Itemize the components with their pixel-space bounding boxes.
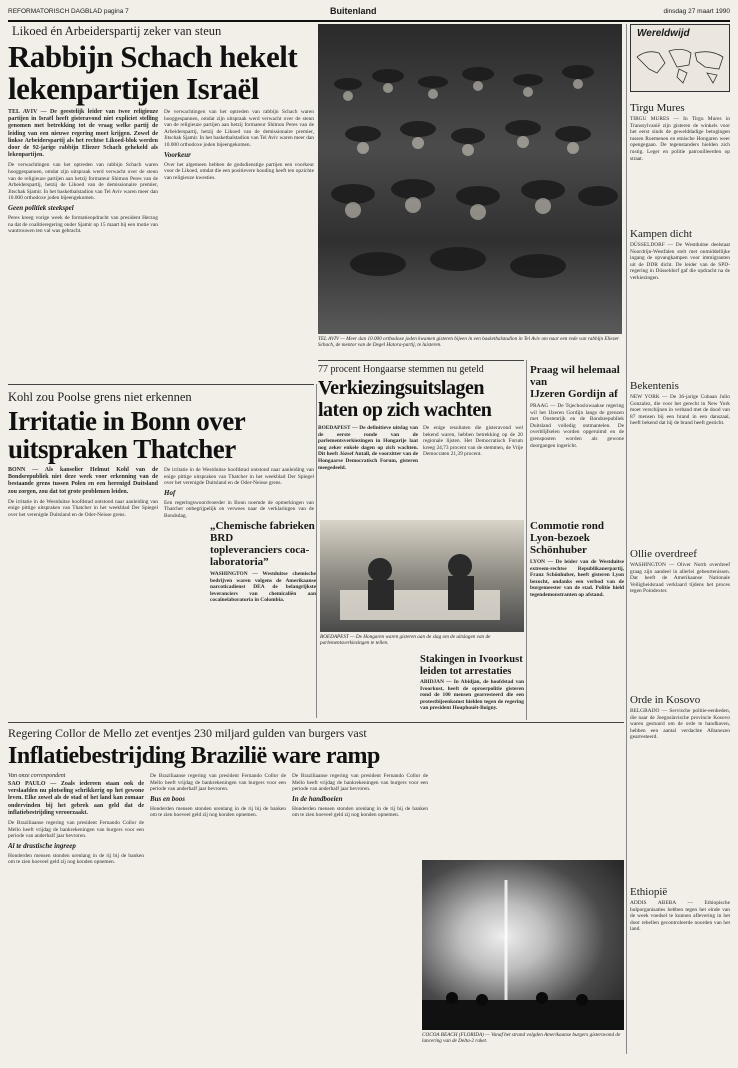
sidebar-item-title-4: Orde in Kosovo bbox=[630, 694, 701, 706]
article-chemical bbox=[210, 520, 316, 716]
article-brazil-lead: SAO PAULO — Zoals iedereen staan ook de verslaafden nu plotseling schrikkerig op het gewone leven. Elke zowel als de stad of het land kan zomaar ondervinden bij het gebrek aan geld dat de inflatiebestrijding veroorzaakt. bbox=[8, 781, 144, 816]
article-hungary-kicker: 77 procent Hongaarse stemmen nu geteld bbox=[318, 364, 484, 375]
article-kohl-subhead: Hof bbox=[164, 488, 176, 497]
article-hungary-body: De enige resultaten die gisteravond wel bekend waren, hebben betrekking op de 20 regionale lijsten. Het Democratisch Forum kreeg 24,73 procent van de stemmen, de Vrije Democraten 21,39 procent. bbox=[423, 425, 523, 458]
article-ivory-coast bbox=[420, 654, 524, 720]
article-israel-headline-1: Rabbijn Schach hekelt bbox=[8, 39, 298, 74]
article-brazil-body-col2b: Honderden mensen stonden urenlang in de rij bij de banken om te zien hoeveel geld zij nog konden opnemen. bbox=[150, 805, 286, 819]
crowd-illustration bbox=[318, 24, 622, 334]
article-israel-lead: TEL AVIV — De geestelijk leider van twee religieuze partijen in Israël heeft gisteravond niet expliciet stelling genomen met betrekking tot de vraag welke partij de leiding van een nieuwe regering moet krijgen. Zowel de linkse Arbeiderspartij als het rechtse Likoed-blok werden door de 92-jarige rabbijn Eliezer Schach gehekeld als lekenpartijen. bbox=[8, 109, 158, 159]
article-chemical-body: WASHINGTON — Westduitse chemische bedrijven waren volgens de Amerikaanse narcoticadienst DEA de belangrijkste leveranciers van chemicaliën aan cocaïnelaboratoria in Colombia. bbox=[210, 571, 316, 604]
article-brazil-subhead-2: Bus en boos bbox=[150, 794, 186, 803]
sidebar-header bbox=[630, 24, 730, 92]
article-chemical-headline: toplevеranciers coca-laboratoria” bbox=[210, 544, 310, 568]
article-brazil-kicker: Regering Collor de Mello zet eventjes 230 miljard gulden van burgers vast bbox=[8, 726, 367, 740]
sidebar-item-text-3: WASHINGTON — Oliver North overdreef graag zijn aandeel in allerlei gebeurtenissen. Dat heeft de Amerikaanse Nationale Veiligheidsraad verklaard tijdens het proces tegen Poindexter. bbox=[630, 562, 730, 595]
world-map-icon bbox=[631, 43, 729, 89]
photo-cocoa-beach-caption: COCOA BEACH (FLORIDA) — Vanaf het strand volgden Amerikaanse burgers gisteravond de lancering van de Delta-2 raket. bbox=[422, 1032, 621, 1045]
sidebar-item-title-1: Kampen dicht bbox=[630, 228, 693, 240]
article-israel bbox=[8, 24, 314, 380]
sidebar-divider bbox=[626, 24, 627, 1054]
photo-budapest-caption: BOEDAPEST — De Hongaren waren gisteren aan de slag om de uitslagen van de parlementsverkiezingen te tellen. bbox=[320, 634, 491, 647]
article-brazil-body-col2: De Braziliaanse regering van president Fernando Collor de Mello heeft vrijdag de bankrekeningen van burgers voor een periode van anderhalf jaar bevroren. bbox=[150, 773, 286, 793]
sidebar-item-text-0: TIRGU MURES — In Tirgu Mures in Transsylvanië zijn gisteren de winkels voor het eerst sinds de gewelddadige betogingen tussen Roemenen en etnische Hongaren weer opengegaan. De tegenstanders hielden zich rustig. Leger en politie patrouilleerden op straat. bbox=[630, 116, 730, 162]
article-israel-subhead-1: Geen politiek steekspel bbox=[8, 203, 74, 212]
article-kohl-headline-2: uitspraken Thatcher bbox=[8, 434, 236, 464]
article-israel-kicker: Likoed én Arbeiderspartij zeker van steun bbox=[12, 24, 222, 38]
sidebar-wereldwijd bbox=[630, 24, 730, 1054]
section-title: Buitenland bbox=[330, 6, 377, 16]
article-ivory-coast-headline: Stakingen in Ivoorkust leiden tot arrestaties bbox=[420, 654, 523, 677]
article-prague-headline: IJzeren Gordijn af bbox=[530, 388, 618, 400]
sidebar-item-text-2: NEW YORK — De 36-jarige Cubaan Julio Gonzalez, die voor het gerecht in New York moet verschijnen in verband met de dood van 87 mensen bij een brand in een danszaal, heeft bekend dat hij de brand heeft gesticht. bbox=[630, 394, 730, 427]
article-hungary-lead: BOEDAPEST — De definitieve uitslag van de eerste ronde van de parlementsverkiezingen in Hongarije laat nog zeker enkele dagen op zich wachten. Dit heeft József Antall, de voorzitter van de Hongaarse Democratisch Forum, gisteren meegedeeld. bbox=[318, 425, 418, 471]
article-prague-body: PRAAG — De Tsjechoslowaakse regering wil het IJzeren Gordijn langs de grenzen met Oostenrijk en de Bondsrepubliek Duitsland volledig ontmantelen. De overblijfselen worden opgeruimd en de grensposten worden als gewone doorgangen ingericht. bbox=[530, 403, 624, 449]
paper-name: REFORMATORISCH DAGBLAD pagina 7 bbox=[8, 8, 129, 15]
article-brazil-headline: Inflatiebestrijding Brazilië ware ramp bbox=[8, 743, 380, 769]
divider-chemical bbox=[316, 384, 317, 718]
article-brazil-body-col3: De Braziliaanse regering van president Fernando Collor de Mello heeft vrijdag de bankrekeningen van burgers voor een periode van anderhalf jaar bevroren. bbox=[292, 773, 428, 793]
article-kohl-lead: BONN — Als kanselier Helmut Kohl van de Bondsrepubliek niet deze week voor erkenning van de bestaande grens tussen Polen en een herenigd Duitsland zou zorgen, zou dat tot grote problemen leiden. bbox=[8, 467, 158, 495]
article-kohl-kicker: Kohl zou Poolse grens niet erkennen bbox=[8, 390, 192, 404]
header-rule bbox=[8, 20, 730, 22]
page-date: dinsdag 27 maart 1990 bbox=[663, 8, 730, 15]
article-hungary-headline-2: laten op zich wachten bbox=[318, 399, 492, 421]
article-brazil-body-2: Honderden mensen stonden urenlang in de rij bij de banken om te zien hoeveel geld zij nog konden opnemen. bbox=[8, 852, 144, 866]
sidebar-section-title: Wereldwijd bbox=[637, 28, 690, 39]
article-kohl-body-2: Een regeringswoordvoerder in Bonn noemde de opmerkingen van Thatcher onbegrijpelijk en verwees naar de verklaringen van de Bondsdag. bbox=[164, 499, 314, 519]
photo-budapest-counting bbox=[320, 520, 524, 632]
sidebar-item-text-5: ADDIS ABEBA — Ethiopische hulporganisaties hebben tegen het einde van de week voedsel te kunnen aflevering in het door rebellen gecontroleerde noorden van het land. bbox=[630, 900, 730, 933]
sidebar-item-text-4: BELGRADO — Servische politie-eenheden, die naar de Joegoslavische provincie Kosovo waren gestuurd om de orde te handhaven, hebben een aantal verdachte Albanezen gearresteerd. bbox=[630, 708, 730, 741]
photo-cocoa-beach-launch bbox=[422, 860, 624, 1030]
article-brazil-body: De Braziliaanse regering van president Fernando Collor de Mello heeft vrijdag de bankrekeningen van burgers voor een periode van anderhalf jaar bevroren. bbox=[8, 820, 144, 840]
article-kohl-body-col2: De irritatie in de Westduitse hoofdstad ontstond naar aanleiding van enige pittige uitspraken van Thatcher in het weekblad Der Spiegel over het verenigde Duitsland en de Oder-Neisse grens. bbox=[164, 467, 314, 487]
article-brazil-subhead-3: In de handboeien bbox=[292, 794, 343, 803]
article-israel-body-3: Over het algemeen hebben de godsdienstige partijen een voorkeur voor de Likoed, omdat die een positievere houding heeft ten opzichte van religieuze kwesties. bbox=[164, 161, 314, 181]
photo-tel-aviv-crowd bbox=[318, 24, 622, 334]
photo-tel-aviv-caption: TEL AVIV — Meer dan 10.000 orthodoxe joden kwamen gisteren bijeen in een basketbalstadion in Tel Aviv om naar een rede van rabbijn Eliezer Schach, de mentor van de Degel Hatora-partij, te luisteren. bbox=[318, 336, 620, 349]
article-israel-body-col2: De verwachtingen van het optreden van rabbijn Schach waren hooggespannen, omdat zijn uitspraak werd verwacht over de steun van de religieuze partijen aan hetzij formateur Shimon Peres van de Arbeiderspartij, hetzij de Likoed van de demissionaire premier, Jitschak Sjamir. In het basketbalstadion van Tel Aviv waren meer dan 10.000 orthodoxe joden bijeengekomen. bbox=[164, 109, 314, 148]
article-israel-subhead-2: Voorkeur bbox=[164, 150, 191, 159]
page-header bbox=[8, 6, 730, 18]
divider-israel bbox=[8, 384, 314, 385]
sidebar-item-title-0: Tirgu Mures bbox=[630, 102, 685, 114]
article-schonhuber-headline: Commotie rond Lyon-bezoek Schönhuber bbox=[530, 520, 605, 556]
divider-hungary bbox=[318, 360, 524, 361]
article-israel-body: De verwachtingen van het optreden van rabbijn Schach waren hooggespannen, omdat zijn uitspraak werd verwacht over de steun van de religieuze partijen aan hetzij formateur Shimon Peres van de Arbeiderspartij, hetzij de Likoed van de demissionaire premier, Jitschak Sjamir. In het basketbalstadion van Tel Aviv waren meer dan 10.000 orthodoxe joden bijeengekomen. bbox=[8, 162, 158, 202]
article-kohl-body: De irritatie in de Westduitse hoofdstad ontstond naar aanleiding van enige pittige uitspraken van Thatcher in het weekblad Der Spiegel over het verenigde Duitsland en de Oder-Neisse grens. bbox=[8, 498, 158, 518]
article-schonhuber-body: LYON — De leider van de Westduitse extreem-rechtse Republikanerpartij, Franz Schönhuber, heeft gisteren Lyon bezocht, ondanks een verbod van de burgemeester van de stad. Politie hield tegendemonstranten op afstand. bbox=[530, 559, 624, 598]
article-israel-headline-2: lekenpartijen Israël bbox=[8, 71, 259, 106]
divider-brazil bbox=[8, 722, 624, 723]
launch-illustration bbox=[422, 860, 624, 1030]
sidebar-item-title-5: Ethiopië bbox=[630, 886, 668, 898]
counting-illustration bbox=[320, 520, 524, 632]
article-hungary-headline-1: Verkiezingsuitslagen bbox=[318, 377, 484, 399]
sidebar-item-text-1: DÜSSELDORF — De Westduitse deelstaat Noordrijn-Westfalen stelt met onmiddellijke ingang de opvangkampen voor immigranten uit de DDR dicht. De leider van de SPD-regering in Düsseldorf gaf die opdracht na de verkiezingen. bbox=[630, 242, 730, 281]
article-prague bbox=[530, 364, 624, 514]
article-schonhuber bbox=[530, 520, 624, 720]
sidebar-item-title-3: Ollie overdreef bbox=[630, 548, 697, 560]
article-brazil-body-col3b: Honderden mensen stonden urenlang in de rij bij de banken om te zien hoeveel geld zij nog konden opnemen. bbox=[292, 805, 428, 819]
article-chemical-kicker: „Chemische fabrieken BRD bbox=[210, 520, 315, 544]
divider-prague bbox=[526, 360, 527, 720]
article-hungary bbox=[318, 364, 524, 516]
article-kohl-headline-1: Irritatie in Bonn over bbox=[8, 406, 246, 436]
sidebar-item-title-2: Bekentenis bbox=[630, 380, 679, 392]
article-prague-kicker: Praag wil helemaal van bbox=[530, 364, 620, 388]
article-israel-body-2: Peres kreeg vorige week de formatieopdracht van president Herzog na dat de coalitieregering onder Sjamir op 15 maart bij een motie van wantrouwen ten val was gebracht. bbox=[8, 214, 158, 235]
article-ivory-coast-body: ABIDJAN — In Abidjan, de hoofdstad van Ivoorkust, heeft de oproerpolitie gisteren rond de 100 mensen gearresteerd die een protestbijeenkomst hielden tegen de regering van president Houphouët-Boigny. bbox=[420, 679, 524, 712]
article-brazil-subhead-1: Al te drastische ingreep bbox=[8, 841, 76, 850]
article-brazil-byline: Van onze correspondent bbox=[8, 773, 66, 779]
